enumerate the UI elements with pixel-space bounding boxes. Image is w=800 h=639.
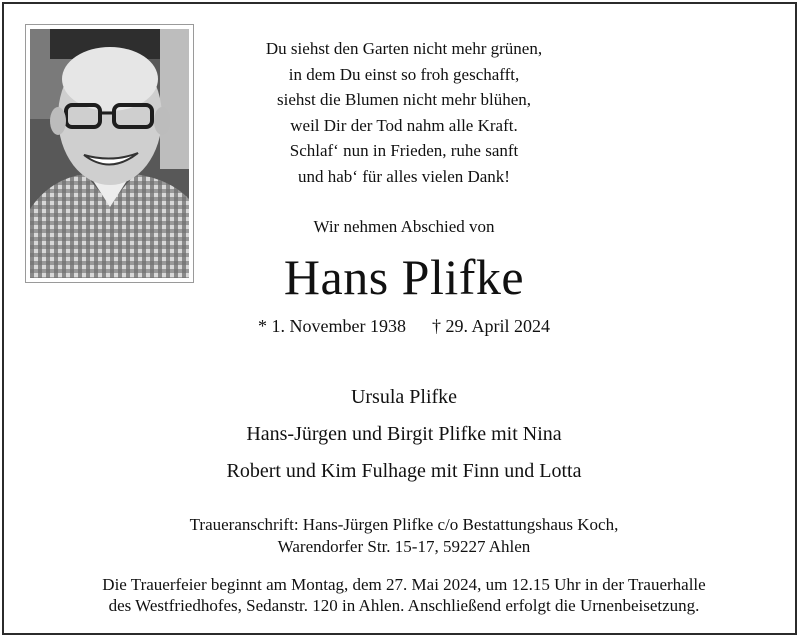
mourner-entry: Ursula Plifke	[350, 386, 458, 408]
poem-line: und hab‘ für alles vielen Dank!	[298, 166, 510, 186]
portrait-photo	[30, 29, 189, 278]
ceremony-line: Die Trauerfeier beginnt am Montag, dem 27. Mai 2024, um 12.15 Uhr in der Trauerhalle	[102, 575, 706, 594]
address-line: Warendorfer Str. 15-17, 59227 Ahlen	[277, 537, 531, 556]
obituary-notice	[2, 2, 797, 635]
mourner-entry: Hans-Jürgen und Birgit Plifke mit Nina	[246, 423, 562, 445]
deceased-name: Hans Plifke	[283, 249, 525, 305]
life-dates	[184, 316, 624, 337]
mourner-entry: Robert und Kim Fulhage mit Finn und Lotta	[226, 460, 582, 482]
mourners-list	[104, 379, 704, 490]
death-date: † 29. April 2024	[431, 316, 550, 336]
farewell-line: Wir nehmen Abschied von	[313, 217, 495, 236]
address-line: Traueranschrift: Hans-Jürgen Plifke c/o Bestattungshaus Koch,	[189, 515, 619, 534]
poem-line: in dem Du einst so froh geschafft,	[288, 64, 520, 84]
ceremony-line: des Westfriedhofes, Sedanstr. 120 in Ahlen. Anschließend erfolgt die Urnenbeisetzung.	[108, 596, 700, 615]
poem-line: Schlaf‘ nun in Frieden, ruhe sanft	[289, 141, 519, 160]
portrait-frame	[25, 24, 194, 283]
portrait-illustration	[30, 29, 189, 278]
birth-date: * 1. November 1938	[258, 316, 406, 336]
poem-line: Du siehst den Garten nicht mehr grünen,	[265, 39, 543, 58]
poem-line: siehst die Blumen nicht mehr blühen,	[276, 90, 531, 109]
poem-line: weil Dir der Tod nahm alle Kraft.	[290, 115, 518, 135]
ceremony-info	[14, 574, 794, 616]
mourning-address	[64, 514, 744, 558]
poem	[214, 36, 594, 189]
